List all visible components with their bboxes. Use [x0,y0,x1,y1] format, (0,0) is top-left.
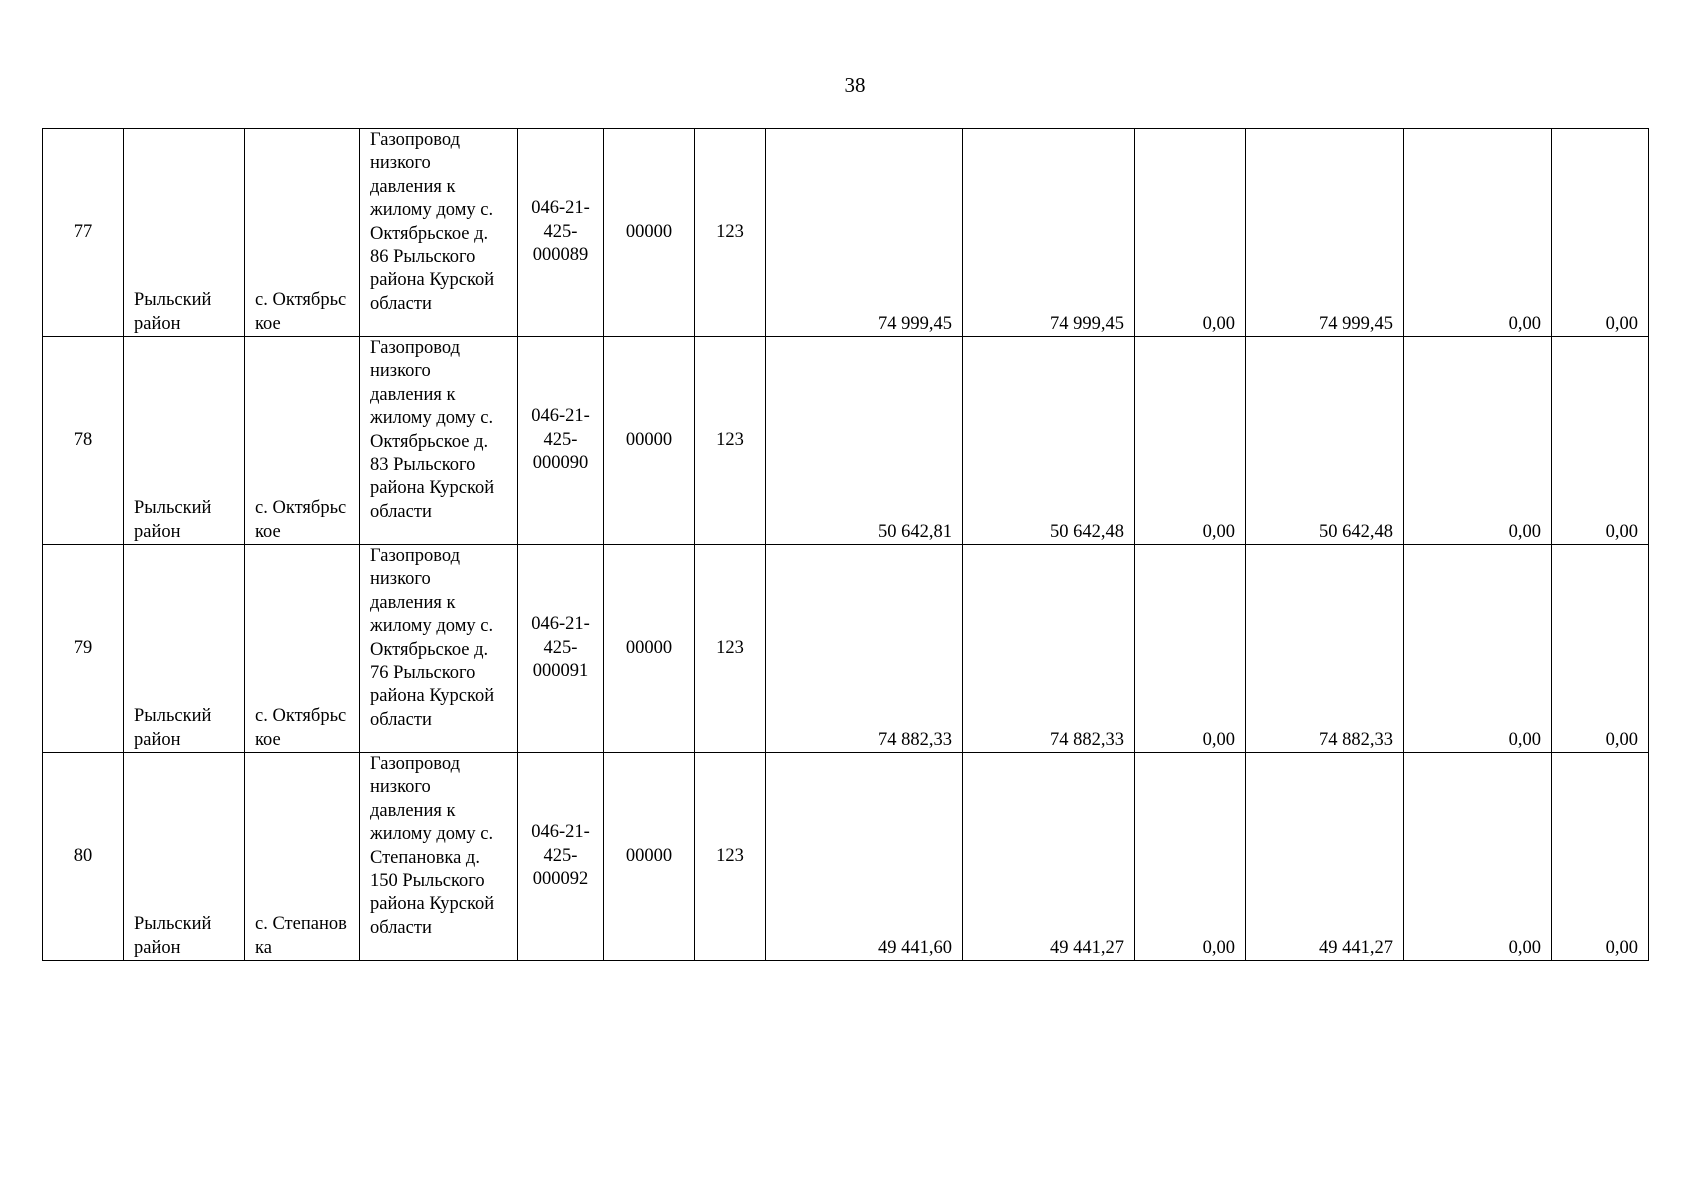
data-table [42,128,1649,961]
value-cell-5: 0,00 [1404,129,1552,337]
registry-code-cell [518,337,604,545]
value-cell-1: 74 999,45 [766,129,963,337]
value-cell-3: 0,00 [1135,545,1246,753]
value-cell-6: 0,00 [1552,545,1649,753]
row-number: 79 [43,545,124,753]
table-row [43,129,1649,337]
code-cell: 00000 [604,337,695,545]
description-cell: Газопровод низкого давления к жилому дому с. Степановка д. 150 Рыльского района Курской области [360,753,518,961]
village-cell: с. Октябрьское [245,545,360,753]
type-code-cell: 123 [695,129,766,337]
code-part: 046-21- [531,406,590,427]
code-part: 425- [543,637,578,658]
page-number: 38 [844,73,866,97]
code-part: 000089 [532,245,589,266]
code-part: 000090 [532,453,589,474]
value-cell-4: 50 642,48 [1246,337,1404,545]
value-cell-2: 74 882,33 [963,545,1135,753]
value-cell-4: 49 441,27 [1246,753,1404,961]
village-cell: с. Степановка [245,753,360,961]
table-row [43,753,1649,961]
code-part: 046-21- [531,822,590,843]
row-number: 80 [43,753,124,961]
value-cell-5: 0,00 [1404,337,1552,545]
code-part: 425- [543,429,578,450]
value-cell-5: 0,00 [1404,753,1552,961]
district-cell: Рыльский район [124,129,245,337]
registry-code-cell [518,129,604,337]
district-cell: Рыльский район [124,753,245,961]
value-cell-3: 0,00 [1135,129,1246,337]
district-cell: Рыльский район [124,545,245,753]
village-cell: с. Октябрьское [245,129,360,337]
description-cell: Газопровод низкого давления к жилому дому с. Октябрьское д. 76 Рыльского района Курской области [360,545,518,753]
value-cell-2: 50 642,48 [963,337,1135,545]
value-cell-2: 74 999,45 [963,129,1135,337]
code-part: 046-21- [531,198,590,219]
value-cell-1: 74 882,33 [766,545,963,753]
value-cell-5: 0,00 [1404,545,1552,753]
code-part: 425- [543,845,578,866]
description-cell: Газопровод низкого давления к жилому дому с. Октябрьское д. 83 Рыльского района Курской области [360,337,518,545]
value-cell-3: 0,00 [1135,753,1246,961]
value-cell-2: 49 441,27 [963,753,1135,961]
value-cell-6: 0,00 [1552,337,1649,545]
value-cell-4: 74 999,45 [1246,129,1404,337]
type-code-cell: 123 [695,545,766,753]
value-cell-4: 74 882,33 [1246,545,1404,753]
code-part: 000091 [532,661,589,682]
code-cell: 00000 [604,753,695,961]
description-cell: Газопровод низкого давления к жилому дому с. Октябрьское д. 86 Рыльского района Курской области [360,129,518,337]
code-part: 425- [543,221,578,242]
code-cell: 00000 [604,545,695,753]
code-part: 046-21- [531,614,590,635]
type-code-cell: 123 [695,337,766,545]
code-part: 000092 [532,869,589,890]
row-number: 78 [43,337,124,545]
village-cell: с. Октябрьское [245,337,360,545]
district-cell: Рыльский район [124,337,245,545]
registry-code-cell [518,753,604,961]
value-cell-6: 0,00 [1552,753,1649,961]
value-cell-3: 0,00 [1135,337,1246,545]
value-cell-1: 49 441,60 [766,753,963,961]
row-number: 77 [43,129,124,337]
code-cell: 00000 [604,129,695,337]
registry-code-cell [518,545,604,753]
value-cell-6: 0,00 [1552,129,1649,337]
table-row [43,545,1649,753]
value-cell-1: 50 642,81 [766,337,963,545]
type-code-cell: 123 [695,753,766,961]
table-row [43,337,1649,545]
